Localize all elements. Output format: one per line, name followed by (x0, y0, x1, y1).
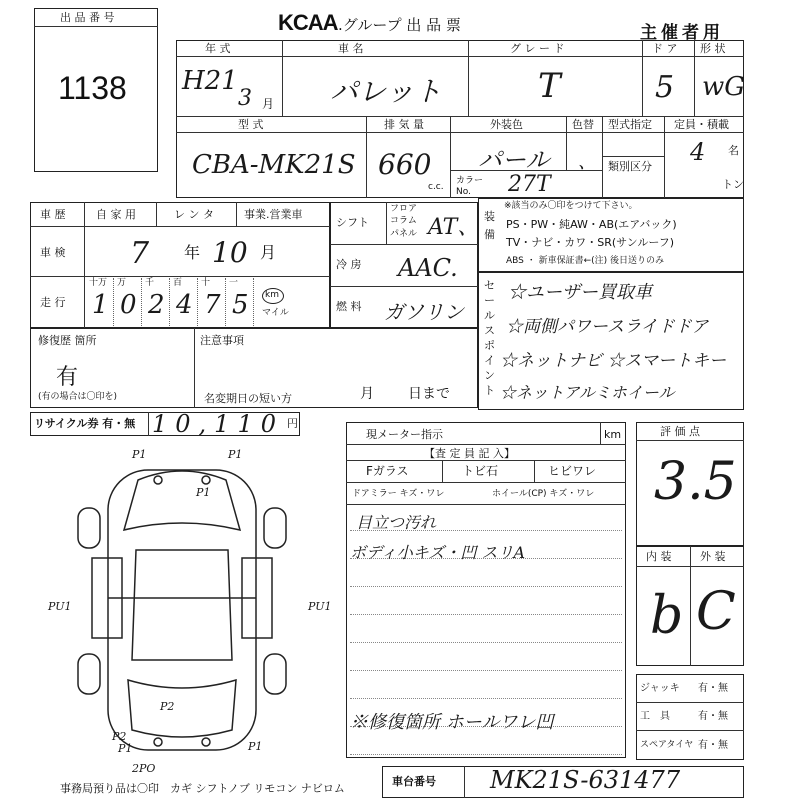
sales-point-4: ☆ネットアルミホイール (500, 383, 675, 402)
inspection-month-unit: 月 (260, 243, 277, 262)
accessory-spare: スペアタイヤ (640, 740, 694, 750)
shift-panel[interactable]: パネル (390, 229, 418, 239)
label-cc: c.c. (428, 182, 444, 192)
car-hood (124, 471, 240, 530)
sales-point-3: ☆ネットナビ ☆スマートキー (500, 351, 727, 371)
label-persons: 名 (728, 144, 739, 157)
wheel-front-left (78, 508, 100, 548)
sales-point-2: ☆両側パワースライドドア (506, 317, 709, 337)
mileage-cell (170, 278, 198, 326)
value-car: パレット (330, 75, 442, 108)
host-label: 主催者用 (640, 23, 724, 43)
mileage-cell (198, 278, 226, 326)
mileage-cell (142, 278, 170, 326)
label-recycle: リサイクル券 有・無 (34, 417, 136, 430)
value-month: 3 (238, 86, 252, 111)
label-car: 車 名 (338, 42, 364, 55)
diagram-mark-8: P1 (118, 742, 133, 755)
label-type-designation: 型式指定 (608, 118, 652, 131)
label-caution: 注意事項 (200, 334, 244, 347)
form-title: .グループ 出 品 票 (338, 16, 461, 34)
value-ac: AAC. (398, 254, 458, 282)
mileage-unit-label: 千 (145, 278, 155, 288)
month-unit: 月 (262, 97, 275, 111)
value-color-change: 、 (578, 152, 596, 173)
mileage-unit-label: 十 (201, 278, 211, 288)
label-exterior: 外 装 (700, 550, 726, 563)
label-inspection: 車 検 (40, 246, 66, 259)
mileage-digit: 4 (176, 290, 193, 320)
label-color: 外装色 (490, 118, 523, 131)
equipment-note: ※該当のみ〇印をつけて下さい。 (504, 201, 638, 211)
label-mileage: 走 行 (40, 296, 66, 309)
brand-logo: KCAA (278, 10, 338, 35)
label-grade: グ レ ー ド (510, 42, 565, 55)
car-trunk (128, 680, 236, 737)
inspection-year-unit: 年 (184, 243, 201, 262)
value-fuel: ガソリン (384, 300, 464, 324)
diagram-mark-5: PU1 (308, 600, 332, 613)
label-score: 評 価 点 (660, 425, 700, 438)
mileage-unit-label: 百 (173, 278, 183, 288)
equipment-line3[interactable]: ABS ・ 新車保証書←(注) 後日送りのみ (506, 256, 665, 266)
diagram-mark-3: P1 (196, 486, 211, 499)
lot-label: 出 品 番 号 (60, 11, 115, 24)
mileage-unit-label: 万 (117, 278, 127, 288)
value-grade: T (538, 66, 561, 106)
value-shape: wG (702, 72, 746, 102)
inspector-note-1: 目立つ汚れ (356, 513, 437, 532)
recycle-yen: 円 (287, 417, 298, 430)
label-fuel: 燃 料 (336, 300, 362, 313)
label-interior: 内 装 (646, 550, 672, 563)
value-color-no: 27T (508, 172, 551, 197)
label-color-no: カラー No. (456, 176, 484, 197)
rename-month: 月 (360, 386, 374, 402)
label-displacement: 排 気 量 (384, 118, 424, 131)
value-repair: 有 (56, 365, 79, 390)
mirror-check[interactable]: ドアミラー キズ・ワレ (352, 489, 445, 499)
mileage-digit: 0 (120, 290, 137, 320)
wheel-rear-left (78, 654, 100, 694)
mileage-mile[interactable]: マイル (262, 308, 289, 318)
sales-point-1: ☆ユーザー買取車 (508, 282, 652, 303)
value-year: H21 (182, 66, 238, 96)
label-model: 型 式 (238, 118, 264, 131)
value-doors: 5 (655, 70, 675, 105)
accessory-tools-opts[interactable]: 有・無 (698, 711, 728, 722)
value-recycle: 10,110 (152, 410, 284, 438)
label-year: 年 式 (205, 42, 231, 55)
diagram-mark-1: P1 (132, 448, 147, 461)
mileage-unit-label: 十万 (89, 278, 108, 288)
label-class: 類別区分 (608, 160, 652, 173)
accessory-jack-opts[interactable]: 有・無 (698, 683, 728, 694)
diagram-mark-7: P2 (112, 730, 127, 743)
note-rule (350, 670, 622, 671)
equipment-line2[interactable]: TV・ナビ・カワ・SR(サンルーフ) (506, 236, 675, 249)
inspection-month: 10 (212, 236, 248, 269)
label-meter: 現メーター指示 (366, 428, 443, 441)
mileage-digit: 2 (148, 290, 165, 320)
rename-day: 日まで (408, 386, 450, 402)
inspector-note-3: ※修復箇所 ホールワレ凹 (350, 712, 554, 733)
label-color-change: 色替 (572, 118, 594, 131)
wheel-front-right (264, 508, 286, 548)
note-rule (350, 614, 622, 615)
lot-number: 1138 (58, 70, 127, 106)
shift-column[interactable]: コラム (390, 216, 417, 226)
car-roof (132, 550, 232, 660)
label-ac: 冷 房 (336, 258, 362, 271)
diagram-mark-10: 2PO (132, 762, 156, 775)
value-capacity: 4 (690, 138, 706, 166)
equipment-line1[interactable]: PS・PW・純AW・AB(エアバック) (506, 218, 677, 231)
value-exterior: C (696, 582, 736, 642)
diagram-mark-4: PU1 (48, 600, 72, 613)
glass-chip[interactable]: トビ石 (462, 464, 499, 478)
history-rental[interactable]: レ ン タ (174, 208, 214, 221)
label-chassis: 車台番号 (392, 775, 436, 788)
value-chassis: MK21S-631477 (490, 766, 681, 794)
wheel-rear-right (264, 654, 286, 694)
diagram-mark-9: P1 (248, 740, 263, 753)
mileage-digit: 5 (232, 290, 249, 320)
history-private[interactable]: 自 家 用 (96, 208, 136, 221)
value-score: 3.5 (654, 452, 737, 512)
label-shift: シフト (336, 216, 369, 229)
mileage-unit-label: 一 (229, 278, 239, 288)
mileage-digit: 7 (204, 290, 221, 320)
value-displacement: 660 (378, 148, 432, 181)
value-color: パール (478, 146, 550, 174)
accessory-jack: ジャッキ (640, 683, 680, 694)
shift-floor[interactable]: フロア (390, 204, 418, 214)
car-damage-diagram (40, 440, 340, 780)
value-shift: AT、 (428, 215, 480, 240)
note-rule (350, 698, 622, 699)
inspection-year: 7 (130, 236, 150, 271)
glass-crack[interactable]: ヒビワレ (548, 464, 597, 478)
mileage-cell (86, 278, 114, 326)
note-rule (350, 586, 622, 587)
accessory-tools: 工 具 (640, 711, 670, 722)
repair-note: (有の場合は〇印を) (38, 392, 118, 402)
mileage-digit: 1 (92, 290, 109, 320)
note-rule (350, 754, 622, 755)
value-model: CBA-MK21S (192, 150, 356, 180)
inspector-header: 【査 定 員 記 入】 (424, 447, 515, 460)
meter-unit: km (604, 428, 622, 441)
label-tons: トン (722, 178, 744, 191)
label-repair: 修復歴 箇所 (38, 334, 97, 347)
diagram-mark-6: P2 (160, 700, 175, 713)
label-shape: 形 状 (700, 42, 726, 55)
value-interior: b (650, 586, 684, 646)
wheel-check[interactable]: ホイール(CP) キズ・ワレ (492, 489, 595, 499)
label-capacity: 定員・積載 (674, 118, 729, 131)
glass-front[interactable]: Fガラス (366, 464, 409, 478)
note-rule (350, 642, 622, 643)
mileage-km[interactable]: km (265, 290, 279, 300)
inspector-note-2: ボディ小キズ・凹 スリA (350, 543, 526, 562)
label-sales: セールスポイント (484, 279, 495, 397)
label-history: 車 歴 (40, 208, 66, 221)
label-rename: 名変期日の短い方 (204, 392, 292, 405)
mileage-cell (114, 278, 142, 326)
office-note: 事務局預り品は〇印 カギ シフトノブ リモコン ナビロム (60, 782, 345, 795)
history-business[interactable]: 事業.営業車 (244, 208, 303, 221)
label-doors: ド ア (652, 42, 678, 55)
accessory-spare-opts[interactable]: 有・無 (698, 740, 728, 751)
mileage-cell (226, 278, 254, 326)
diagram-mark-2: P1 (228, 448, 243, 461)
label-equipment: 装 備 (484, 210, 495, 241)
